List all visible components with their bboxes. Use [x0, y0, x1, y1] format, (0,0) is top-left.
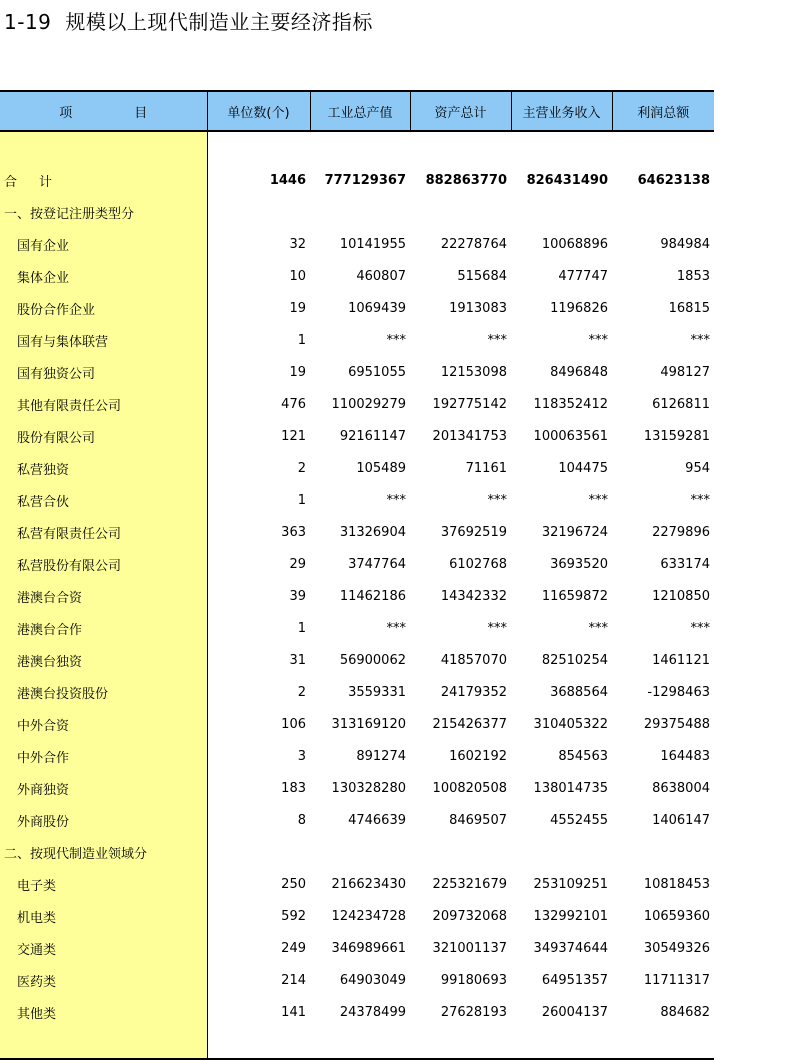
- table-row: [0, 516, 714, 548]
- cell-units: 183: [281, 780, 306, 796]
- cell-revenue: 100063561: [533, 428, 608, 444]
- cell-assets: 1602192: [449, 748, 507, 764]
- cell-units: 29: [289, 556, 306, 572]
- cell-output: 124234728: [331, 908, 406, 924]
- cell-units: 106: [281, 716, 306, 732]
- cell-assets: 24179352: [440, 684, 507, 700]
- cell-units: 2: [297, 460, 306, 476]
- cell-units: 214: [281, 972, 306, 988]
- cell-revenue: 32196724: [541, 524, 608, 540]
- cell-output: 6951055: [348, 364, 406, 380]
- cell-profit: 498127: [660, 364, 710, 380]
- cell-revenue: 64951357: [541, 972, 608, 988]
- cell-output: 460807: [356, 268, 406, 284]
- cell-output: 313169120: [331, 716, 406, 732]
- cell-revenue: 253109251: [533, 876, 608, 892]
- cell-revenue: 349374644: [533, 940, 608, 956]
- row-label: 国有独资公司: [0, 356, 207, 388]
- row-label: 港澳台独资: [0, 644, 207, 676]
- cell-assets: 1913083: [449, 300, 507, 316]
- cell-output: 105489: [356, 460, 406, 476]
- cell-revenue: 104475: [558, 460, 608, 476]
- cell-units: 476: [281, 396, 306, 412]
- header-revenue: 主营业务收入: [511, 91, 612, 131]
- row-label: 其他类: [0, 996, 207, 1028]
- row-label: 私营股份有限公司: [0, 548, 207, 580]
- table-row: [0, 580, 714, 612]
- cell-units: 2: [297, 684, 306, 700]
- cell-output: 3747764: [348, 556, 406, 572]
- cell-output: 777129367: [324, 172, 406, 188]
- cell-output: 1069439: [348, 300, 406, 316]
- cell-output: 110029279: [331, 396, 406, 412]
- table-row: [0, 964, 714, 996]
- cell-revenue: 10068896: [541, 236, 608, 252]
- cell-units: 31: [289, 652, 306, 668]
- row-label: 中外合作: [0, 740, 207, 772]
- cell-profit: 16815: [668, 300, 710, 316]
- cell-output: 64903049: [339, 972, 406, 988]
- header-units: 单位数(个): [207, 91, 310, 131]
- row-label: 外商独资: [0, 772, 207, 804]
- spacer-row: [0, 131, 714, 164]
- table-row: [0, 324, 714, 356]
- cell-assets: 192775142: [432, 396, 507, 412]
- cell-output: 3559331: [348, 684, 406, 700]
- row-label: 港澳台合资: [0, 580, 207, 612]
- table-row: [0, 804, 714, 836]
- cell-units: 1446: [269, 172, 306, 188]
- table-row: [0, 708, 714, 740]
- cell-units: 19: [289, 364, 306, 380]
- cell-profit: 164483: [660, 748, 710, 764]
- row-label: 港澳台合作: [0, 612, 207, 644]
- cell-profit: ***: [690, 620, 710, 636]
- row-label: 交通类: [0, 932, 207, 964]
- cell-revenue: 8496848: [550, 364, 608, 380]
- cell-revenue: 82510254: [541, 652, 608, 668]
- cell-profit: 954: [685, 460, 710, 476]
- cell-profit: 884682: [660, 1004, 710, 1020]
- cell-profit: 2279896: [652, 524, 710, 540]
- cell-units: 32: [289, 236, 306, 252]
- row-label: 集体企业: [0, 260, 207, 292]
- cell-units: 8: [297, 812, 306, 828]
- cell-profit: 30549326: [643, 940, 710, 956]
- table-row: [0, 900, 714, 932]
- cell-profit: 1853: [676, 268, 710, 284]
- cell-revenue: 477747: [558, 268, 608, 284]
- cell-revenue: 854563: [558, 748, 608, 764]
- cell-units: 249: [281, 940, 306, 956]
- cell-profit: ***: [690, 332, 710, 348]
- table-row: [0, 996, 714, 1028]
- cell-output: 346989661: [331, 940, 406, 956]
- cell-revenue: 26004137: [541, 1004, 608, 1020]
- row-label: 国有企业: [0, 228, 207, 260]
- table-row: [0, 292, 714, 324]
- cell-units: 250: [281, 876, 306, 892]
- cell-units: 1: [297, 492, 306, 508]
- cell-profit: 10659360: [643, 908, 710, 924]
- cell-output: ***: [386, 492, 406, 508]
- header-item-b: 目: [134, 105, 148, 121]
- cell-revenue: 4552455: [550, 812, 608, 828]
- cell-profit: 8638004: [652, 780, 710, 796]
- cell-assets: 209732068: [432, 908, 507, 924]
- cell-output: 4746639: [348, 812, 406, 828]
- cell-assets: 27628193: [440, 1004, 507, 1020]
- cell-assets: 225321679: [432, 876, 507, 892]
- cell-units: 10: [289, 268, 306, 284]
- cell-assets: 99180693: [440, 972, 507, 988]
- cell-assets: ***: [487, 332, 507, 348]
- section-row: [0, 196, 714, 228]
- cell-output: 92161147: [339, 428, 406, 444]
- section-title: 一、按登记注册类型分: [0, 196, 207, 228]
- cell-revenue: 3688564: [550, 684, 608, 700]
- cell-revenue: 3693520: [550, 556, 608, 572]
- cell-assets: 6102768: [449, 556, 507, 572]
- header-row: [0, 91, 714, 131]
- row-label: 股份合作企业: [0, 292, 207, 324]
- cell-output: 31326904: [339, 524, 406, 540]
- total-label-b: 计: [39, 174, 53, 190]
- cell-profit: 10818453: [643, 876, 710, 892]
- cell-output: ***: [386, 620, 406, 636]
- cell-assets: 215426377: [432, 716, 507, 732]
- cell-profit: 64623138: [637, 172, 710, 188]
- cell-revenue: 138014735: [533, 780, 608, 796]
- cell-assets: 882863770: [425, 172, 507, 188]
- header-profit: 利润总额: [612, 91, 714, 131]
- row-label: 中外合资: [0, 708, 207, 740]
- cell-output: 11462186: [339, 588, 406, 604]
- cell-revenue: 826431490: [526, 172, 608, 188]
- cell-revenue: ***: [588, 492, 608, 508]
- table-title-text: 规模以上现代制造业主要经济指标: [65, 10, 373, 34]
- section-title: 二、按现代制造业领域分: [0, 836, 207, 868]
- table-row: [0, 356, 714, 388]
- cell-units: 39: [289, 588, 306, 604]
- cell-output: ***: [386, 332, 406, 348]
- table-row: [0, 740, 714, 772]
- table-row: [0, 420, 714, 452]
- cell-units: 19: [289, 300, 306, 316]
- cell-assets: 37692519: [440, 524, 507, 540]
- end-spacer-row: [0, 1028, 714, 1059]
- cell-units: 1: [297, 332, 306, 348]
- cell-profit: 11711317: [643, 972, 710, 988]
- cell-units: 141: [281, 1004, 306, 1020]
- section-row: [0, 836, 714, 868]
- cell-assets: 12153098: [440, 364, 507, 380]
- table-row: [0, 932, 714, 964]
- cell-assets: ***: [487, 492, 507, 508]
- cell-profit: -1298463: [647, 684, 710, 700]
- row-label: 外商股份: [0, 804, 207, 836]
- cell-profit: 29375488: [643, 716, 710, 732]
- cell-units: 363: [281, 524, 306, 540]
- cell-units: 1: [297, 620, 306, 636]
- cell-profit: 6126811: [652, 396, 710, 412]
- cell-output: 56900062: [339, 652, 406, 668]
- table-number: 1-19: [4, 10, 52, 34]
- row-label: 其他有限责任公司: [0, 388, 207, 420]
- cell-assets: 71161: [465, 460, 507, 476]
- cell-revenue: 11659872: [541, 588, 608, 604]
- cell-units: 3: [297, 748, 306, 764]
- cell-revenue: ***: [588, 332, 608, 348]
- cell-revenue: 118352412: [533, 396, 608, 412]
- total-label-a: 合: [4, 174, 18, 190]
- row-label: 机电类: [0, 900, 207, 932]
- cell-revenue: ***: [588, 620, 608, 636]
- table-row: [0, 260, 714, 292]
- header-output: 工业总产值: [310, 91, 410, 131]
- cell-profit: 1461121: [652, 652, 710, 668]
- cell-output: 10141955: [339, 236, 406, 252]
- row-label: [0, 164, 207, 196]
- cell-assets: 41857070: [440, 652, 507, 668]
- cell-output: 130328280: [331, 780, 406, 796]
- row-label: 医药类: [0, 964, 207, 996]
- cell-assets: 321001137: [432, 940, 507, 956]
- total-row: [0, 164, 714, 196]
- cell-output: 891274: [356, 748, 406, 764]
- cell-output: 216623430: [331, 876, 406, 892]
- table-row: [0, 484, 714, 516]
- row-label: 私营有限责任公司: [0, 516, 207, 548]
- cell-revenue: 310405322: [533, 716, 608, 732]
- table-row: [0, 388, 714, 420]
- cell-profit: 1210850: [652, 588, 710, 604]
- cell-assets: 100820508: [432, 780, 507, 796]
- table-row: [0, 452, 714, 484]
- cell-output: 24378499: [339, 1004, 406, 1020]
- row-label: 电子类: [0, 868, 207, 900]
- header-assets: 资产总计: [410, 91, 511, 131]
- row-label: 私营合伙: [0, 484, 207, 516]
- cell-revenue: 1196826: [550, 300, 608, 316]
- cell-assets: 14342332: [440, 588, 507, 604]
- cell-assets: 22278764: [440, 236, 507, 252]
- cell-assets: 8469507: [449, 812, 507, 828]
- cell-assets: 201341753: [432, 428, 507, 444]
- cell-profit: 13159281: [643, 428, 710, 444]
- table-row: [0, 676, 714, 708]
- cell-revenue: 132992101: [533, 908, 608, 924]
- row-label: 私营独资: [0, 452, 207, 484]
- header-item: [0, 91, 207, 131]
- table-row: [0, 228, 714, 260]
- table-row: [0, 548, 714, 580]
- row-label: 股份有限公司: [0, 420, 207, 452]
- table-row: [0, 868, 714, 900]
- cell-assets: 515684: [457, 268, 507, 284]
- cell-assets: ***: [487, 620, 507, 636]
- table-row: [0, 772, 714, 804]
- header-item-a: 项: [59, 105, 73, 121]
- cell-profit: 984984: [660, 236, 710, 252]
- indicator-table: [0, 90, 714, 1060]
- cell-profit: ***: [690, 492, 710, 508]
- table-row: [0, 612, 714, 644]
- cell-profit: 1406147: [652, 812, 710, 828]
- table-row: [0, 644, 714, 676]
- row-label: 国有与集体联营: [0, 324, 207, 356]
- cell-units: 592: [281, 908, 306, 924]
- row-label: 港澳台投资股份: [0, 676, 207, 708]
- table-body: [0, 131, 714, 1059]
- cell-profit: 633174: [660, 556, 710, 572]
- cell-units: 121: [281, 428, 306, 444]
- page-title: [4, 6, 373, 35]
